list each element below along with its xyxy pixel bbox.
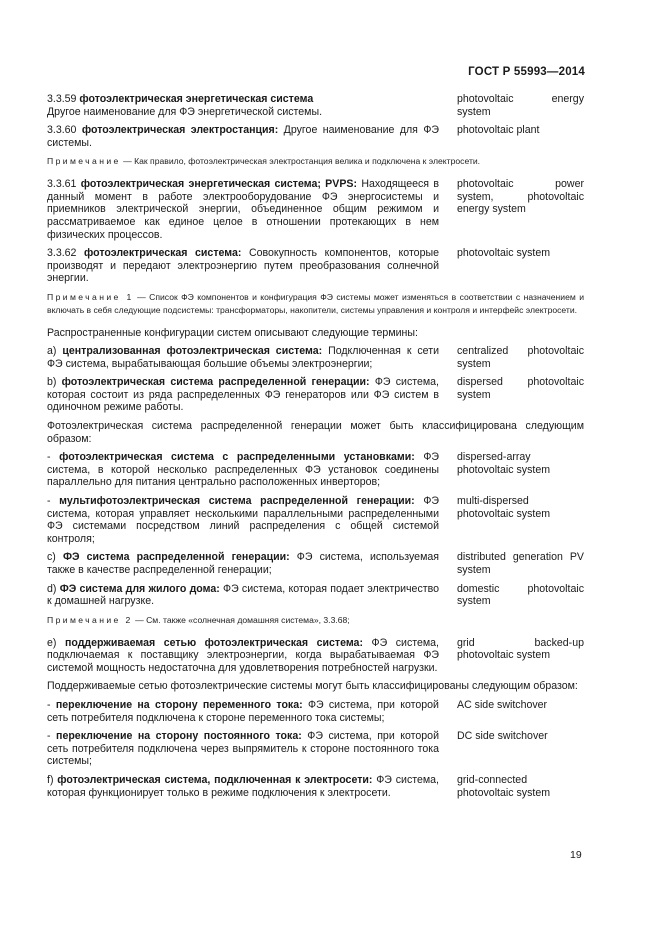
term-definition-ru [47, 124, 439, 149]
term-definition-ru [47, 178, 439, 241]
term-name: фотоэлектрическая энергетическая система; PVPS: [80, 178, 357, 191]
term-definition-ru [47, 495, 439, 545]
term-entry [47, 774, 584, 799]
page-number: 19 [570, 849, 582, 861]
document-body [47, 93, 584, 805]
term-definition-ru [47, 551, 439, 576]
term-entry [47, 583, 584, 608]
note-label: Примечание 2 [47, 614, 133, 625]
term-name: ФЭ система для жилого дома: [59, 582, 220, 595]
term-english: grid backed-up photovoltaic system [457, 636, 584, 662]
term-english: AC side switchover [457, 698, 548, 711]
term-number: a) [47, 345, 57, 358]
term-english: photovoltaic energy system [457, 93, 584, 118]
term-definition: Находящееся в данный момент в работе электрооборудование ФЭ энергосистемы и приемников электрической энергии, объединенное общим режимом и рассматриваемое как единое целое в отношении протекающих в нем физических процессов. [47, 178, 439, 241]
term-number: - [47, 698, 51, 711]
term-number: 3.3.62 [47, 247, 77, 260]
term-entry [47, 495, 584, 545]
term-number: - [47, 451, 51, 464]
note [47, 291, 584, 317]
note-label: Примечание 1 [47, 291, 134, 302]
term-definition: Подключенная к сети ФЭ система, вырабатывающая большие объемы электроэнергии; [47, 345, 439, 370]
term-number: d) [47, 582, 57, 595]
term-entry [47, 730, 584, 768]
term-number: - [47, 495, 51, 508]
term-number: c) [47, 551, 56, 564]
term-definition: ФЭ система, которая функционирует только в режиме подключения к электросети. [47, 773, 439, 799]
term-entry [47, 637, 584, 675]
term-english: grid-connected photovoltaic system [457, 773, 551, 799]
term-definition: Другое наименование для ФЭ энергетической системы. [47, 105, 323, 118]
term-definition: ФЭ система, которая состоит из ряда распределенных ФЭ генераторов или ФЭ систем в одиночном режиме работы. [47, 376, 439, 414]
note-text: — См. также «солнечная домашняя система», 3.3.68; [132, 614, 350, 625]
term-english: centralized photovoltaic system [457, 345, 584, 370]
term-name: переключение на сторону постоянного тока: [56, 730, 302, 743]
note-label: Примечание [47, 156, 121, 167]
term-definition-ru [47, 730, 439, 768]
term-name: мультифотоэлектрическая система распределенной генерации: [59, 495, 415, 508]
term-definition: ФЭ система, при которой сеть потребителя подключена через выпрямитель к стороне постоянного тока системы; [47, 730, 439, 768]
term-name: фотоэлектрическая система: [84, 247, 242, 260]
term-definition-ru [47, 774, 439, 799]
term-name: ФЭ система распределенной генерации: [62, 551, 290, 564]
term-definition-ru [47, 699, 439, 724]
term-name: фотоэлектрическая система, подключенная к электросети: [57, 773, 373, 786]
term-definition: Совокупность компонентов, которые производят и передают электроэнергию путем преобразования солнечной энергии. [47, 247, 439, 285]
term-number: - [47, 730, 51, 743]
term-definition: ФЭ система, которая подает электричество к домашней нагрузке. [47, 582, 439, 608]
paragraph: Распространенные конфигурации систем описывают следующие термины: [47, 326, 418, 339]
term-english: dispersed photovoltaic system [457, 376, 584, 401]
term-definition: ФЭ система, подключаемая к поставщику электроэнергии, когда вырабатываемая ФЭ системой мощность недостаточна для удовлетворения потребностей нагрузки. [47, 636, 439, 674]
term-english: photovoltaic power system, photovoltaic energy system [457, 178, 584, 216]
term-number: b) [47, 376, 57, 389]
term-entry [47, 93, 584, 118]
term-name: централизованная фотоэлектрическая система: [62, 345, 323, 358]
term-definition: Другое наименование для ФЭ системы. [47, 124, 440, 149]
term-definition-ru [47, 637, 439, 675]
note-text: — Как правило, фотоэлектрическая электростанция велика и подключена к электросети. [120, 156, 481, 167]
term-english: dispersed-array photovoltaic system [457, 451, 551, 476]
term-entry [47, 247, 584, 285]
term-number: e) [47, 636, 57, 649]
term-entry [47, 124, 584, 149]
term-english: photovoltaic plant [457, 124, 540, 137]
term-definition-ru [47, 376, 439, 414]
term-definition-ru [47, 583, 439, 608]
term-definition: ФЭ система, при которой сеть потребителя подключена к стороне переменного тока системы; [47, 698, 439, 724]
term-name: фотоэлектрическая система распределенной генерации: [61, 376, 370, 389]
document-id: ГОСТ Р 55993—2014 [468, 66, 585, 78]
term-english: multi-dispersed photovoltaic system [457, 495, 551, 520]
term-definition-ru [47, 247, 439, 285]
paragraph: Фотоэлектрическая система распределенной генерации может быть классифицирована следующим образом: [47, 420, 584, 445]
note-text: — Список ФЭ компонентов и конфигурация ФЭ системы может изменяться в соответствии с назначением и включать в себя следующие подсистемы: трансформаторы, накопители, системы управления и контроля и интерфейс электросети. [47, 291, 584, 315]
term-number: 3.3.59 [47, 93, 77, 105]
term-number: f) [47, 773, 54, 786]
term-definition-ru [47, 345, 439, 370]
term-entry [47, 451, 584, 489]
term-entry [47, 376, 584, 414]
term-name: фотоэлектрическая система с распределенными установками: [59, 451, 415, 464]
term-definition: ФЭ система, в которой несколько распределенных ФЭ установок соединены параллельно для питания центрально расположенных инверторов; [47, 451, 439, 489]
term-definition-ru [47, 93, 439, 118]
term-entry [47, 551, 584, 576]
term-english: domestic photovoltaic system [457, 582, 584, 608]
term-name: фотоэлектрическая энергетическая система [79, 93, 314, 105]
term-number: 3.3.61 [47, 178, 77, 191]
term-name: поддерживаемая сетью фотоэлектрическая система: [64, 636, 363, 649]
paragraph: Поддерживаемые сетью фотоэлектрические системы могут быть классифицированы следующим образом: [47, 680, 578, 693]
term-name: фотоэлектрическая электростанция: [81, 124, 279, 137]
term-number: 3.3.60 [47, 124, 77, 137]
term-entry [47, 345, 584, 370]
term-definition: ФЭ система, используемая также в качестве распределенной генерации; [47, 551, 439, 577]
term-english: DC side switchover [457, 730, 548, 743]
term-name: переключение на сторону переменного тока: [55, 698, 303, 711]
term-entry [47, 699, 584, 724]
term-definition: ФЭ система, которая управляет несколькими параллельными распределенными ФЭ системами посредством линий распределения с общей системой контроля; [47, 495, 439, 545]
note [47, 155, 584, 168]
note [47, 614, 584, 627]
term-english: photovoltaic system [457, 247, 551, 260]
term-entry [47, 178, 584, 241]
term-definition-ru [47, 451, 439, 489]
term-english: distributed generation PV system [457, 551, 584, 577]
